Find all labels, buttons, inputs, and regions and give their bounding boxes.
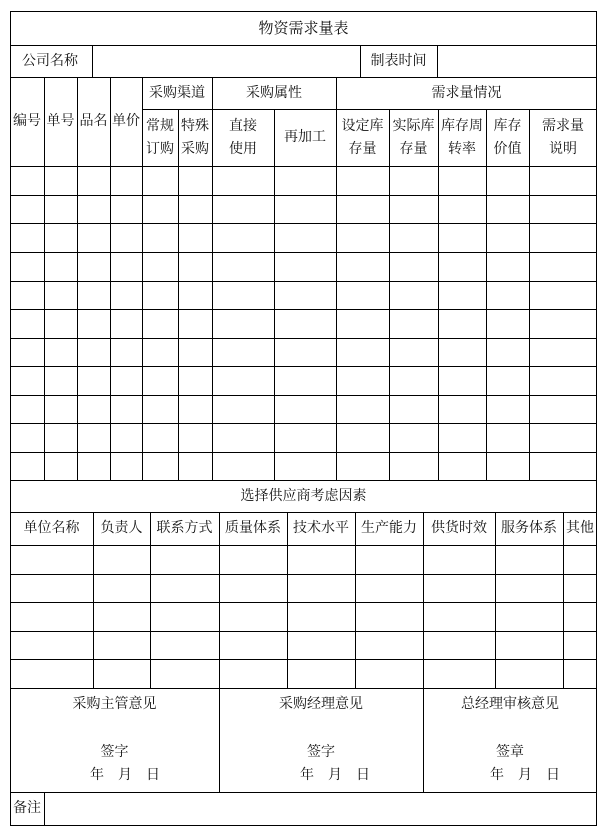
supplier-cell[interactable] — [150, 659, 219, 688]
supplier-cell[interactable] — [287, 631, 355, 659]
supplier-cell[interactable] — [423, 602, 495, 631]
supplier-cell[interactable] — [423, 574, 495, 602]
supplier-col-delivery-time: 供货时效 — [431, 520, 487, 536]
supplier-cell[interactable] — [355, 574, 423, 602]
item-cell[interactable] — [486, 366, 529, 395]
item-cell[interactable] — [529, 252, 597, 281]
item-cell[interactable] — [438, 452, 486, 480]
item-cell[interactable] — [486, 223, 529, 252]
remarks-field[interactable] — [48, 792, 594, 825]
supplier-cell[interactable] — [93, 631, 150, 659]
item-cell[interactable] — [142, 338, 178, 366]
item-cell[interactable] — [77, 252, 110, 281]
supplier-cell[interactable] — [93, 545, 150, 574]
item-cell[interactable] — [212, 395, 274, 423]
item-cell[interactable] — [529, 281, 597, 309]
supplier-cell[interactable] — [355, 545, 423, 574]
item-cell[interactable] — [142, 452, 178, 480]
item-cell[interactable] — [44, 166, 77, 195]
supplier-cell[interactable] — [10, 574, 93, 602]
item-cell[interactable] — [10, 395, 44, 423]
approval-date-general-manager[interactable]: 年 月 日 — [490, 766, 560, 783]
col-header-inventory-value: 库存 价值 — [493, 117, 522, 157]
item-cell[interactable] — [110, 452, 142, 480]
item-cell[interactable] — [336, 195, 389, 223]
item-cell[interactable] — [486, 166, 529, 195]
item-cell[interactable] — [389, 281, 438, 309]
item-cell[interactable] — [178, 395, 212, 423]
item-cell[interactable] — [44, 395, 77, 423]
item-cell[interactable] — [142, 223, 178, 252]
item-cell[interactable] — [438, 395, 486, 423]
item-cell[interactable] — [178, 366, 212, 395]
item-cell[interactable] — [10, 252, 44, 281]
item-cell[interactable] — [438, 423, 486, 452]
supplier-col-quality-system: 质量体系 — [225, 520, 281, 536]
item-cell[interactable] — [44, 309, 77, 338]
supplier-col-contact: 联系方式 — [156, 520, 213, 536]
supplier-col-tech-level: 技术水平 — [293, 520, 349, 536]
item-cell[interactable] — [110, 195, 142, 223]
remarks-label: 备注 — [13, 800, 41, 816]
approval-sign-purchasing-manager[interactable]: 签字 — [307, 743, 335, 760]
item-cell[interactable] — [274, 338, 336, 366]
item-cell[interactable] — [77, 338, 110, 366]
item-cell[interactable] — [178, 452, 212, 480]
supplier-col-service-system: 服务体系 — [501, 520, 557, 536]
item-cell[interactable] — [274, 395, 336, 423]
item-cell[interactable] — [438, 223, 486, 252]
supplier-cell[interactable] — [219, 574, 287, 602]
item-cell[interactable] — [274, 452, 336, 480]
item-cell[interactable] — [77, 309, 110, 338]
item-cell[interactable] — [529, 395, 597, 423]
col-header-product-name: 品名 — [79, 113, 108, 129]
company-name-field[interactable] — [96, 45, 358, 77]
supplier-cell[interactable] — [287, 659, 355, 688]
item-cell[interactable] — [142, 366, 178, 395]
supplier-cell[interactable] — [10, 659, 93, 688]
item-cell[interactable] — [336, 223, 389, 252]
item-cell[interactable] — [486, 309, 529, 338]
item-cell[interactable] — [336, 281, 389, 309]
item-cell[interactable] — [110, 281, 142, 309]
supplier-cell[interactable] — [219, 631, 287, 659]
item-cell[interactable] — [486, 452, 529, 480]
item-cell[interactable] — [529, 338, 597, 366]
item-cell[interactable] — [142, 309, 178, 338]
supplier-cell[interactable] — [495, 631, 563, 659]
item-cell[interactable] — [178, 309, 212, 338]
item-cell[interactable] — [274, 281, 336, 309]
item-cell[interactable] — [438, 252, 486, 281]
supplier-cell[interactable] — [150, 574, 219, 602]
col-header-demand-note: 需求量 说明 — [542, 117, 584, 157]
approval-sign-purchasing-supervisor[interactable]: 签字 — [100, 743, 129, 760]
item-cell[interactable] — [212, 366, 274, 395]
supplier-cell[interactable] — [495, 602, 563, 631]
supplier-cell[interactable] — [563, 545, 597, 574]
item-cell[interactable] — [110, 366, 142, 395]
item-cell[interactable] — [212, 309, 274, 338]
date-label: 制表时间 — [370, 52, 427, 69]
item-cell[interactable] — [336, 166, 389, 195]
supplier-cell[interactable] — [423, 631, 495, 659]
item-cell[interactable] — [77, 366, 110, 395]
item-cell[interactable] — [10, 281, 44, 309]
item-cell[interactable] — [77, 423, 110, 452]
item-cell[interactable] — [486, 423, 529, 452]
item-cell[interactable] — [44, 195, 77, 223]
item-cell[interactable] — [529, 166, 597, 195]
supplier-cell[interactable] — [10, 631, 93, 659]
item-cell[interactable] — [389, 338, 438, 366]
col-header-regular-order: 常规 订购 — [146, 117, 174, 157]
item-cell[interactable] — [274, 195, 336, 223]
item-cell[interactable] — [110, 252, 142, 281]
supplier-cell[interactable] — [563, 574, 597, 602]
item-cell[interactable] — [44, 223, 77, 252]
item-cell[interactable] — [389, 395, 438, 423]
item-cell[interactable] — [110, 395, 142, 423]
item-cell[interactable] — [212, 338, 274, 366]
item-cell[interactable] — [389, 166, 438, 195]
item-cell[interactable] — [77, 166, 110, 195]
supplier-cell[interactable] — [150, 631, 219, 659]
supplier-cell[interactable] — [563, 659, 597, 688]
item-cell[interactable] — [77, 395, 110, 423]
item-cell[interactable] — [212, 166, 274, 195]
supplier-cell[interactable] — [287, 602, 355, 631]
item-cell[interactable] — [529, 309, 597, 338]
group-header-procurement-channel: 采购渠道 — [149, 84, 205, 101]
item-cell[interactable] — [486, 281, 529, 309]
item-cell[interactable] — [336, 423, 389, 452]
item-cell[interactable] — [212, 195, 274, 223]
item-cell[interactable] — [10, 338, 44, 366]
supplier-cell[interactable] — [355, 659, 423, 688]
item-cell[interactable] — [389, 423, 438, 452]
item-cell[interactable] — [336, 338, 389, 366]
item-cell[interactable] — [529, 195, 597, 223]
supplier-section-title: 选择供应商考虑因素 — [240, 487, 367, 504]
item-cell[interactable] — [142, 252, 178, 281]
col-header-inventory-turnover: 库存周 转率 — [441, 117, 483, 157]
item-cell[interactable] — [438, 309, 486, 338]
item-cell[interactable] — [142, 166, 178, 195]
item-cell[interactable] — [274, 309, 336, 338]
item-cell[interactable] — [389, 366, 438, 395]
item-cell[interactable] — [110, 423, 142, 452]
item-cell[interactable] — [274, 423, 336, 452]
item-cell[interactable] — [529, 366, 597, 395]
item-cell[interactable] — [10, 195, 44, 223]
date-field[interactable] — [441, 45, 595, 77]
item-cell[interactable] — [142, 281, 178, 309]
col-header-order-no: 单号 — [46, 113, 75, 129]
item-cell[interactable] — [336, 395, 389, 423]
item-cell[interactable] — [142, 395, 178, 423]
supplier-cell[interactable] — [219, 545, 287, 574]
supplier-cell[interactable] — [423, 659, 495, 688]
item-cell[interactable] — [274, 252, 336, 281]
item-cell[interactable] — [336, 452, 389, 480]
item-cell[interactable] — [486, 338, 529, 366]
item-cell[interactable] — [110, 338, 142, 366]
item-cell[interactable] — [10, 309, 44, 338]
col-header-reprocessing: 再加工 — [284, 129, 326, 145]
item-cell[interactable] — [178, 252, 212, 281]
supplier-col-manager: 负责人 — [100, 520, 143, 536]
item-cell[interactable] — [10, 452, 44, 480]
supplier-cell[interactable] — [93, 574, 150, 602]
supplier-cell[interactable] — [10, 602, 93, 631]
item-cell[interactable] — [77, 223, 110, 252]
approval-date-purchasing-manager[interactable]: 年 月 日 — [300, 766, 370, 783]
item-cell[interactable] — [438, 166, 486, 195]
company-name-label: 公司名称 — [22, 52, 78, 69]
supplier-cell[interactable] — [150, 545, 219, 574]
supplier-cell[interactable] — [355, 602, 423, 631]
item-cell[interactable] — [389, 252, 438, 281]
item-cell[interactable] — [486, 195, 529, 223]
item-cell[interactable] — [178, 281, 212, 309]
col-header-direct-use: 直接 使用 — [229, 117, 257, 157]
item-cell[interactable] — [212, 452, 274, 480]
supplier-cell[interactable] — [93, 659, 150, 688]
supplier-cell[interactable] — [423, 545, 495, 574]
item-cell[interactable] — [336, 252, 389, 281]
item-cell[interactable] — [212, 252, 274, 281]
item-cell[interactable] — [77, 452, 110, 480]
item-cell[interactable] — [110, 309, 142, 338]
item-cell[interactable] — [212, 281, 274, 309]
item-cell[interactable] — [212, 423, 274, 452]
supplier-cell[interactable] — [495, 545, 563, 574]
supplier-cell[interactable] — [287, 545, 355, 574]
item-cell[interactable] — [44, 338, 77, 366]
item-cell[interactable] — [10, 366, 44, 395]
item-cell[interactable] — [438, 281, 486, 309]
supplier-cell[interactable] — [355, 631, 423, 659]
item-cell[interactable] — [274, 166, 336, 195]
approval-title-general-manager: 总经理审核意见 — [461, 695, 559, 712]
supplier-cell[interactable] — [93, 602, 150, 631]
item-cell[interactable] — [438, 366, 486, 395]
item-cell[interactable] — [178, 338, 212, 366]
item-cell[interactable] — [274, 223, 336, 252]
item-cell[interactable] — [389, 309, 438, 338]
col-header-set-inventory: 设定库 存量 — [341, 117, 384, 157]
item-cell[interactable] — [142, 195, 178, 223]
form-title: 物资需求量表 — [258, 18, 349, 37]
item-cell[interactable] — [44, 281, 77, 309]
col-header-special-purchase: 特殊 采购 — [181, 117, 209, 157]
supplier-cell[interactable] — [287, 574, 355, 602]
supplier-cell[interactable] — [219, 659, 287, 688]
supplier-col-other: 其他 — [566, 520, 594, 536]
item-cell[interactable] — [529, 452, 597, 480]
supplier-cell[interactable] — [219, 602, 287, 631]
item-cell[interactable] — [178, 195, 212, 223]
item-cell[interactable] — [110, 166, 142, 195]
item-cell[interactable] — [336, 309, 389, 338]
item-cell[interactable] — [178, 423, 212, 452]
supplier-cell[interactable] — [495, 574, 563, 602]
group-header-demand-status: 需求量情况 — [431, 84, 502, 101]
item-cell[interactable] — [438, 195, 486, 223]
item-cell[interactable] — [212, 223, 274, 252]
item-cell[interactable] — [529, 423, 597, 452]
approval-seal-general-manager[interactable]: 签章 — [496, 743, 524, 760]
col-header-unit-price: 单价 — [112, 113, 140, 129]
supplier-col-capacity: 生产能力 — [361, 520, 417, 536]
item-cell[interactable] — [178, 223, 212, 252]
item-cell[interactable] — [438, 338, 486, 366]
item-cell[interactable] — [44, 452, 77, 480]
item-cell[interactable] — [389, 223, 438, 252]
item-cell[interactable] — [529, 223, 597, 252]
group-header-procurement-attribute: 采购属性 — [246, 84, 302, 101]
item-cell[interactable] — [44, 423, 77, 452]
item-cell[interactable] — [142, 423, 178, 452]
item-cell[interactable] — [178, 166, 212, 195]
supplier-cell[interactable] — [150, 602, 219, 631]
item-cell[interactable] — [10, 166, 44, 195]
item-cell[interactable] — [44, 252, 77, 281]
item-cell[interactable] — [336, 366, 389, 395]
item-cell[interactable] — [10, 223, 44, 252]
item-cell[interactable] — [389, 452, 438, 480]
item-cell[interactable] — [389, 195, 438, 223]
supplier-cell[interactable] — [563, 602, 597, 631]
item-cell[interactable] — [44, 366, 77, 395]
col-header-number: 编号 — [13, 113, 41, 129]
supplier-cell[interactable] — [10, 545, 93, 574]
approval-date-purchasing-supervisor[interactable]: 年 月 日 — [90, 766, 160, 783]
item-cell[interactable] — [77, 281, 110, 309]
item-cell[interactable] — [77, 195, 110, 223]
approval-title-purchasing-manager: 采购经理意见 — [279, 695, 363, 712]
item-cell[interactable] — [274, 366, 336, 395]
item-cell[interactable] — [486, 252, 529, 281]
approval-title-purchasing-supervisor: 采购主管意见 — [72, 695, 157, 712]
col-header-actual-inventory: 实际库 存量 — [392, 117, 435, 157]
item-cell[interactable] — [110, 223, 142, 252]
item-cell[interactable] — [10, 423, 44, 452]
supplier-cell[interactable] — [563, 631, 597, 659]
item-cell[interactable] — [486, 395, 529, 423]
supplier-col-company: 单位名称 — [23, 520, 80, 536]
supplier-cell[interactable] — [495, 659, 563, 688]
